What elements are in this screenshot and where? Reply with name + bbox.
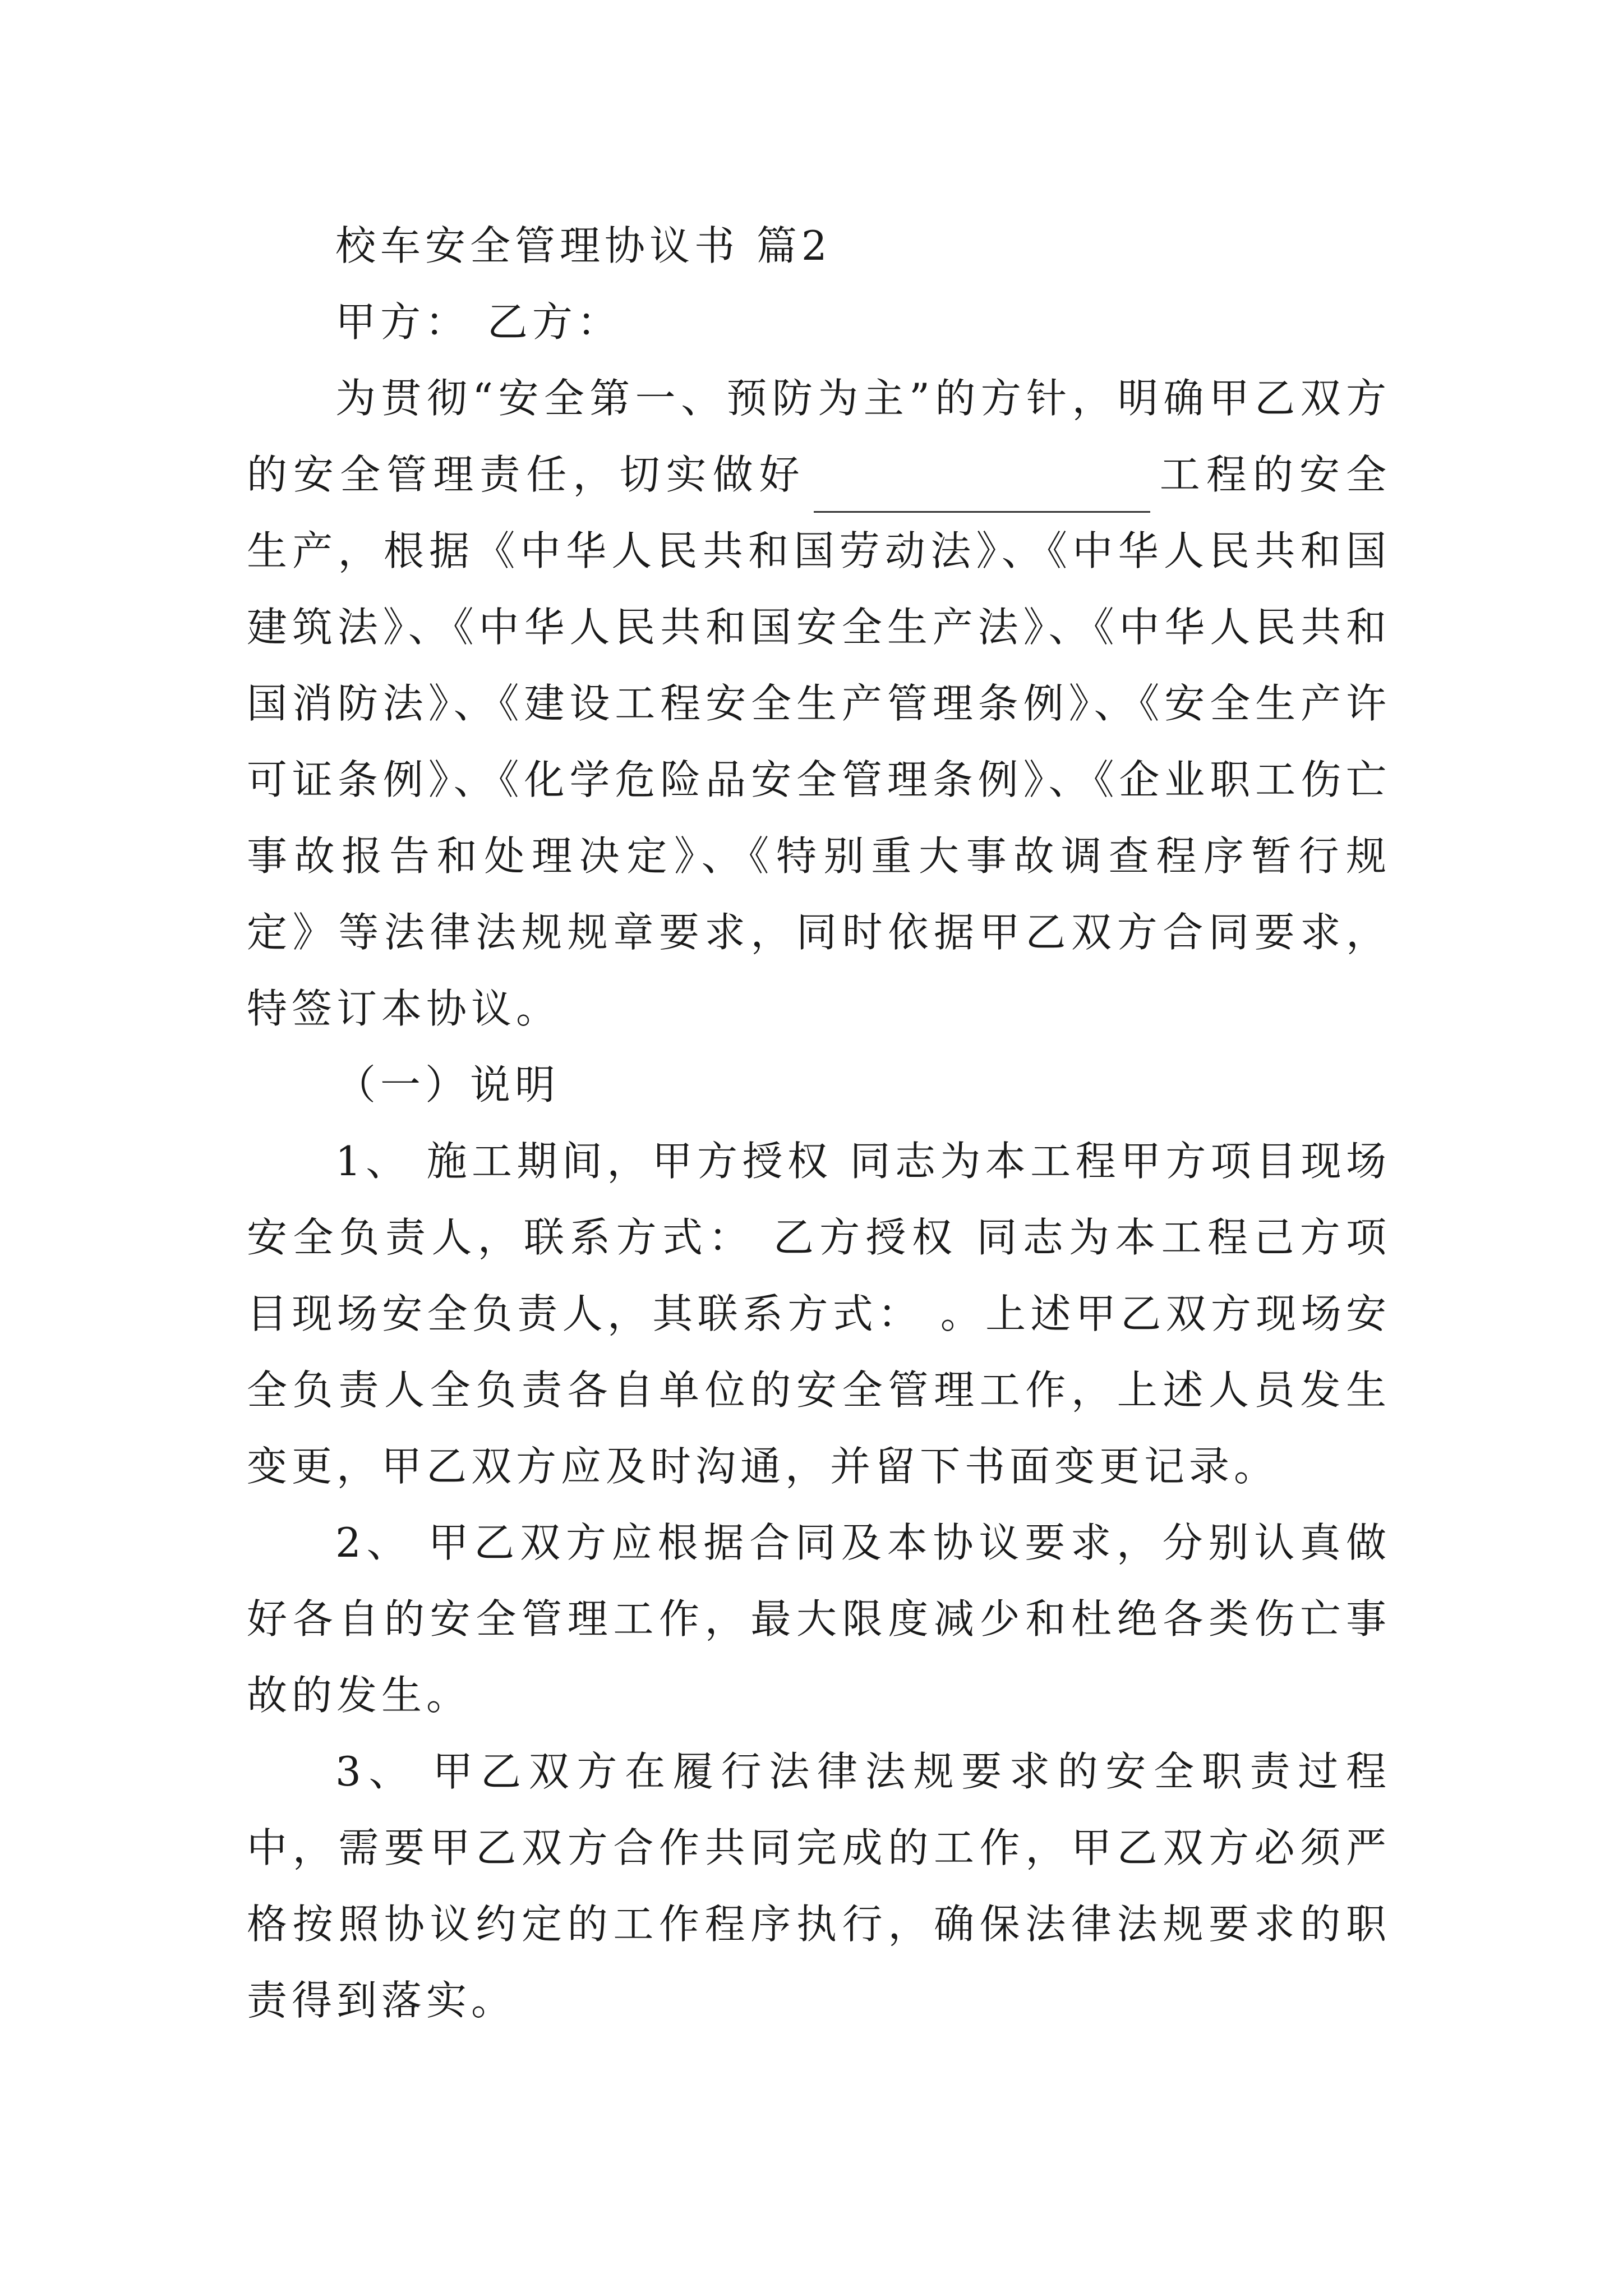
section-heading: （一）说明 [335,1061,560,1108]
intro-paragraph [247,360,1391,1047]
intro-text-part2: 工程的安全生产，根据《中华人民共和国劳动法》、《中华人民共和国建筑法》、《中华人民共和国安全生产法》、《中华人民共和国消防法》、《建设工程安全生产管理条例》、《安全生产许可证条例》、《化学危险品安全管理条例》、《企业职工伤亡事故报告和处理决定》、《特别重大事故调查程序暂行规定》等法律法规规章要求，同时依据甲乙双方合同要求，特签订本协议。 [247,451,1391,1032]
clause-text: 甲乙双方在履行法律法规要求的安全职责过程中，需要甲乙双方合作共同完成的工作，甲乙双方必须严格按照协议约定的工作程序执行，确保法律法规要求的职责得到落实。 [247,1748,1391,2024]
intro-text-part1: 为贯彻“安全第一、预防为主”的方针，明确甲乙双方的安全管理责任，切实做好 [247,375,1391,498]
document-body [247,208,1391,2039]
clause-3 [247,1733,1391,2039]
clause-number: 1、 [335,1138,411,1185]
clause-text: 施工期间，甲方授权 同志为本工程甲方项目现场安全负责人，联系方式： 乙方授权 同志为本工程己方项目现场安全负责人，其联系方式： 。上述甲乙双方现场安全负责人全负责各自单位的安全管理工作，上述人员发生变更，甲乙双方应及时沟通，并留下书面变更记录。 [247,1138,1391,1490]
clause-text: 甲乙双方应根据合同及本协议要求，分别认真做好各自的安全管理工作，最大限度减少和杜绝各类伤亡事故的发生。 [247,1519,1391,1719]
clause-number: 2、 [335,1519,413,1566]
project-name-blank [814,472,1150,513]
clause-1 [247,1123,1391,1504]
document-title: 校车安全管理协议书 篇2 [335,222,832,269]
clause-number: 3、 [335,1748,417,1795]
parties-line: 甲方： 乙方： [335,298,622,346]
clause-2 [247,1504,1391,1733]
